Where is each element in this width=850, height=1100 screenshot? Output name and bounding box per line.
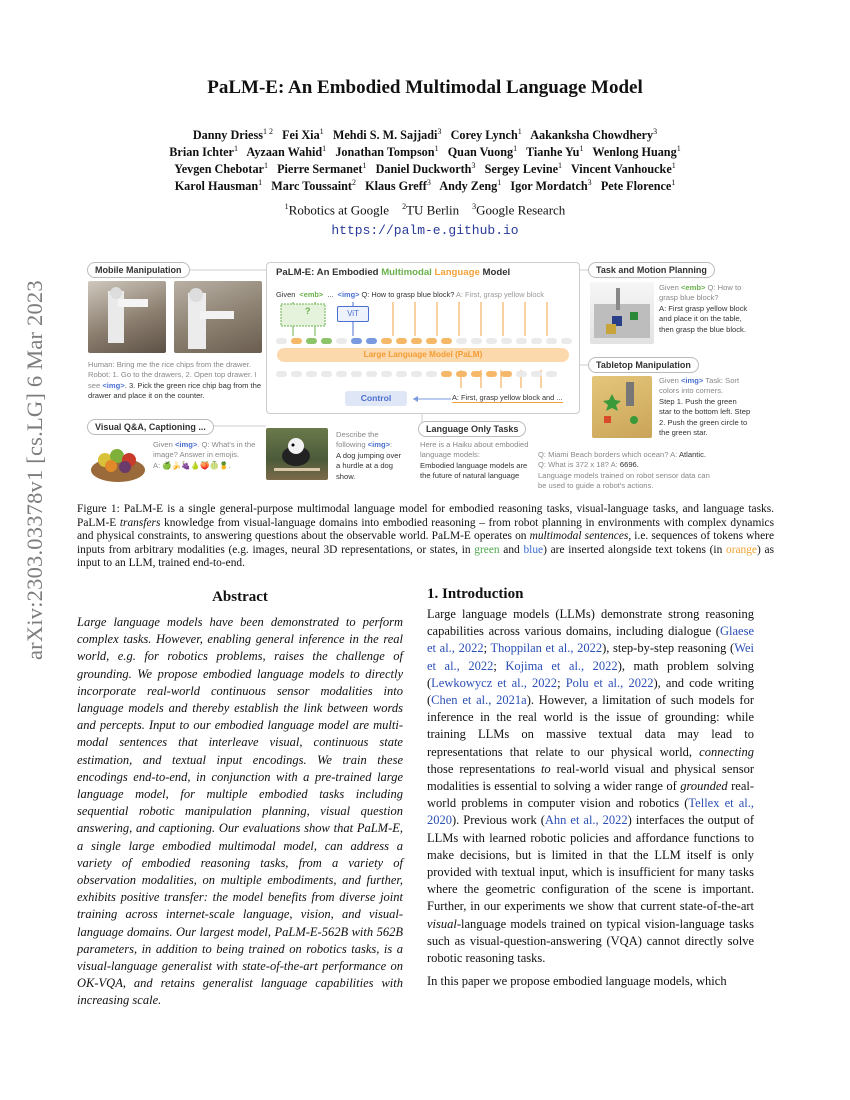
caption-example: Describe the following <img>: A dog jumping over a hurdle at a dog show.: [336, 430, 402, 481]
author-line-3: [60, 161, 790, 177]
project-link[interactable]: https://palm-e.github.io: [331, 223, 519, 238]
author: Yevgen Chebotar$^1$: [174, 161, 268, 177]
fruit-basket-photo: [89, 440, 147, 484]
author: Andy Zeng$^1$: [439, 178, 502, 194]
control-arrow-icon: [409, 395, 453, 403]
author: Fei Xia$^1$: [282, 127, 324, 143]
author-line-4: [60, 178, 790, 194]
mobile-robot-photo-2: [174, 281, 262, 353]
citation-link[interactable]: Polu et al., 2022: [565, 675, 654, 690]
intro-text: [427, 606, 754, 990]
author: Quan Vuong$^1$: [447, 144, 518, 160]
paper-title: PaLM-E: An Embodied Multimodal Language Model: [207, 77, 643, 98]
citation-link[interactable]: Lewkowycz et al., 2022: [431, 675, 558, 690]
diagram-title: PaLM-E: An Embodied Multimodal Language Model: [276, 267, 511, 278]
author: Karol Hausman$^1$: [174, 178, 263, 194]
blocks-scene-icon: [590, 282, 654, 344]
author: Brian Ichter$^1$: [169, 144, 238, 160]
citation-link[interactable]: Kojima et al., 2022: [505, 658, 618, 673]
citation-link[interactable]: Glaese et al., 2022: [427, 624, 754, 656]
language-only-label: Language Only Tasks: [418, 421, 526, 437]
fruit-basket-icon: [89, 440, 147, 484]
citation-link[interactable]: Wei et al., 2022: [427, 641, 755, 673]
tabletop-label: Tabletop Manipulation: [588, 357, 699, 373]
diagram-prompt: Given <emb> ... <img> Q: How to grasp blue block? A: First, grasp yellow block: [276, 290, 544, 299]
affiliations: $^1$Robotics at Google $^2$TU Berlin $^3$Google Research: [284, 202, 566, 218]
citation-link[interactable]: Ahn et al., 2022: [544, 813, 628, 828]
author: Wenlong Huang$^1$: [592, 144, 681, 160]
intro-heading: 1. Introduction: [427, 586, 524, 602]
dog-photo: [266, 428, 328, 480]
citation-link[interactable]: Thoppilan et al., 2022: [490, 641, 603, 656]
author: Tianhe Yu$^1$: [526, 144, 584, 160]
robot-arm-icon: [88, 281, 166, 353]
mobile-manipulation-label: Mobile Manipulation: [87, 262, 190, 278]
diagram-output: A: First, grasp yellow block and ...: [452, 393, 563, 402]
author: Corey Lynch$^1$: [450, 127, 522, 143]
tamp-sim-image: [590, 282, 654, 344]
author: Mehdi S. M. Sajjadi$^3$: [332, 127, 442, 143]
intro-paragraph-1: Large language models (LLMs) demonstrate strong reasoning capabilities across various domains, including dialogue (Glaese et al., 2022; Thoppilan et al., 2022), step-by-step reasoning (Wei et al., 2022; Kojima et al., 2022), math problem solving (Lewkowycz et al., 2022; Polu et al., 2022), and code writing (Chen et al., 2021a). However, a limitation of such models for inference in the real world is the issue of grounding: while training LLMs on massive textual data may lead to representations that relate to our physical world, connecting those representations to real-world visual and physical sensor modalities is essential to solving a wider range of grounded real-world problems in computer vision and robotics (Tellex et al., 2020). Previous work (Ahn et al., 2022) interfaces the output of LLMs with learned robotic policies and affordance functions to make decisions, but is limited in that the LLM itself is only provided with textual input, which is insufficient for many tasks where the geometric configuration of the scene is important. Further, in our experiments we show that current state-of-the-art visual-language models trained on typical vision-language tasks such as visual-question-answering (VQA) cannot directly solve robotic reasoning tasks.: [427, 607, 755, 966]
author: Vincent Vanhoucke$^1$: [570, 161, 676, 177]
intro-paragraph-2: In this paper we propose embodied language models, which: [427, 974, 727, 989]
llm-block: Large Language Model (PaLM): [277, 348, 569, 362]
author: Aakanksha Chowdhery$^3$: [530, 127, 658, 143]
tabletop-scene-icon: [592, 376, 652, 438]
vqa-text: Given <img>. Q: What's in the image? Answer in emojis. A: 🍏🍌🍇🍐🍑🍈🍍.: [153, 440, 256, 470]
state-encoder-qmark: ?: [305, 306, 311, 316]
mobile-robot-photo-1: [88, 281, 166, 353]
author: Igor Mordatch$^3$: [510, 178, 592, 194]
abstract-heading: Abstract: [212, 589, 268, 605]
figure-caption: Figure 1: PaLM-E is a single general-purpose multimodal language model for embodied reasoning tasks, visual-language tasks, and language tasks. PaLM-E transfers knowledge from visual-language domains into embodied reasoning – from robot planning in environments with complex dynamics and physical constraints, to answering questions about the observable world. PaLM-E operates on multimodal sentences, i.e. sequences of tokens where inputs from arbitrary modalities (e.g. images, neural 3D representations, or states, in green and blue) are inserted alongside text tokens (in orange) as input to an LLM, trained end-to-end.: [77, 503, 775, 570]
language-qa-examples: Q: Miami Beach borders which ocean? A: Atlantic. Q: What is 372 x 18? A: 6696. Language models trained on robot sensor data can be used to guide a robot's actions.: [538, 450, 710, 491]
author: Klaus Greff$^3$: [365, 178, 431, 194]
dog-icon: [266, 428, 328, 480]
author-line-2: [60, 144, 790, 160]
author: Pete Florence$^1$: [600, 178, 676, 194]
author: Danny Driess$^{1 2}$: [192, 127, 273, 143]
author-line-1: [60, 127, 790, 143]
visual-qa-label: Visual Q&A, Captioning ...: [87, 419, 214, 435]
tabletop-text: Given <img> Task: Sort colors into corners. Step 1. Push the green star to the bottom left. Step 2. Push the green circle to the green star.: [659, 376, 751, 438]
citation-link[interactable]: Chen et al., 2021a: [431, 693, 527, 708]
vit-encoder: ViT: [337, 306, 369, 322]
author: Jonathan Tompson$^1$: [335, 144, 439, 160]
abstract-text: Large language models have been demonstrated to perform complex tasks. However, enabling general inference in the real world, e.g. for robotics problems, raises the challenge of grounding. We propose embodied language models to directly incorporate real-world continuous sensor modalities into language models and thereby establish the link between words and percepts. Input to our embodied language model are multi-modal sentences that interleave visual, continuous state estimation, and textual input encodings. We train these encodings end-to-end, in conjunction with a pre-trained large language model, for multiple embodied tasks including sequential robotic manipulation planning, visual question answering, and captioning. Our evaluations show that PaLM-E, a single large embodied multimodal model, can address a variety of embodied reasoning tasks, from a variety of observation modalities, on multiple embodiments, and further, exhibits positive transfer: the model benefits from diverse joint training across internet-scale language, vision, and visual-language domains. Our largest model, PaLM-E-562B with 562B parameters, in addition to being trained on robotics tasks, is a visual-language generalist with state-of-the-art performance on OK-VQA, and retains generalist language capabilities with increasing scale.: [77, 615, 403, 1008]
author: Ayzaan Wahid$^1$: [246, 144, 327, 160]
haiku-example: Here is a Haiku about embodied language models: Embodied language models are the future of natural language: [420, 440, 529, 481]
tamp-label: Task and Motion Planning: [588, 262, 715, 278]
figure-1: [77, 250, 774, 495]
author: Daniel Duckworth$^3$: [375, 161, 476, 177]
author: Marc Toussaint$^2$: [271, 178, 356, 194]
author: Pierre Sermanet$^1$: [277, 161, 367, 177]
tamp-text: Given <emb> Q: How to grasp blue block? A: First grasp yellow block and place it on the table, then grasp the blue block.: [659, 283, 748, 334]
control-block: Control: [345, 391, 407, 406]
tabletop-photo: [592, 376, 652, 438]
mobile-dialogue: Human: Bring me the rice chips from the drawer. Robot: 1. Go to the drawers, 2. Open top drawer. I see <img>. 3. Pick the green rice chip bag from the drawer and place it on the counter.: [88, 360, 262, 401]
author: Sergey Levine$^1$: [484, 161, 563, 177]
citation-link[interactable]: Tellex et al., 2020: [427, 796, 754, 828]
arxiv-stamp: arXiv:2303.03378v1 [cs.LG] 6 Mar 2023: [22, 280, 47, 660]
robot-arm-icon: [174, 281, 262, 353]
